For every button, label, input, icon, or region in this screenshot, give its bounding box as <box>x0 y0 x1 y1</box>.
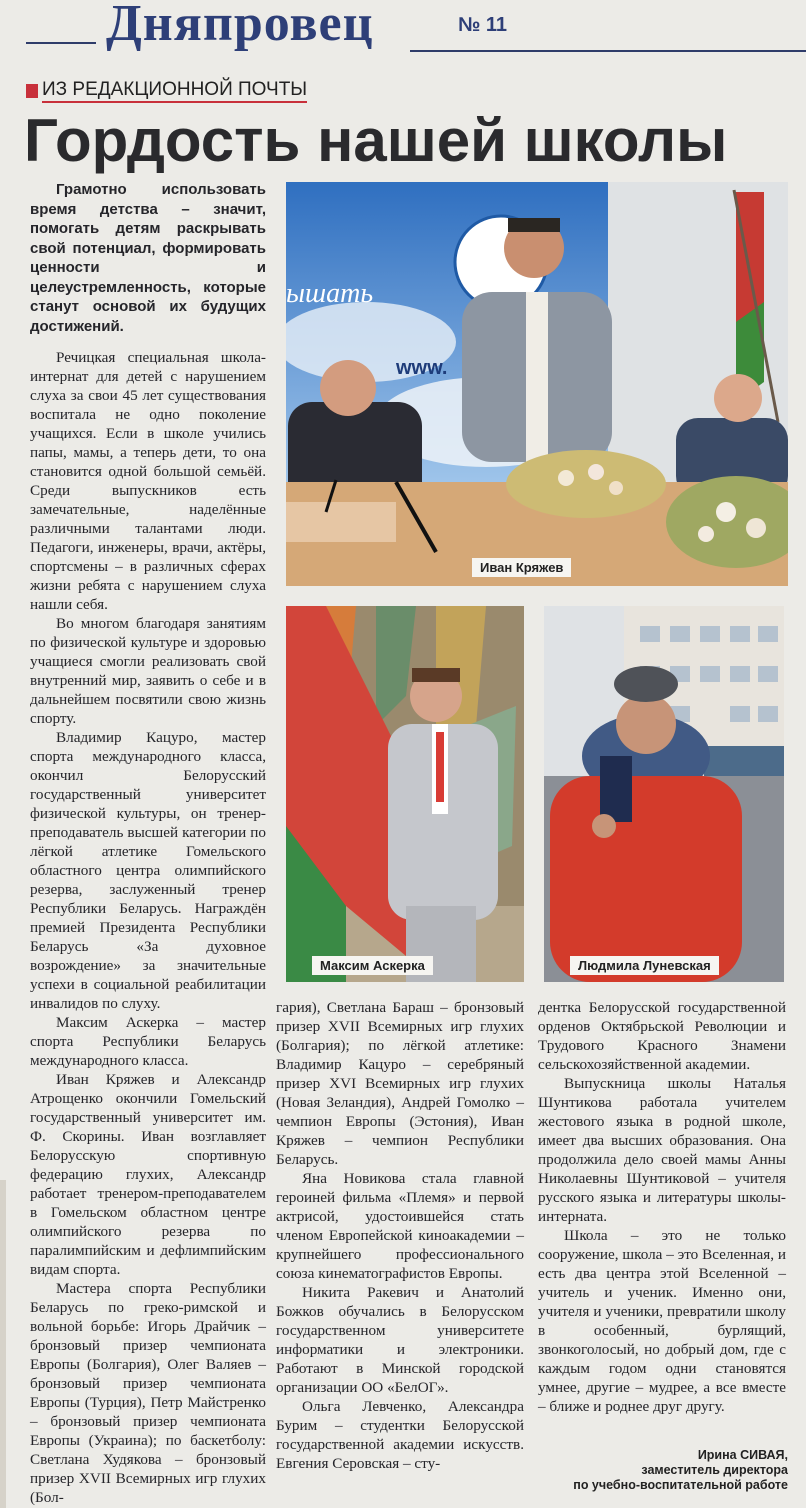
paragraph: Никита Ракевич и Анатолий Божков обучались в Белорусском государственном университете информатики и электроники. Работают в Минской городской организации ОО «БелОГ». <box>276 1284 524 1396</box>
article-lead <box>30 180 266 336</box>
photo-caption: Максим Аскерка <box>312 956 433 975</box>
article-author <box>560 1448 788 1493</box>
paragraph: Ольга Левченко, Александра Бурим – студентки Белорусской государственной академии искусств. Евгения Серовская – сту- <box>276 1398 524 1472</box>
masthead-rule-left <box>26 42 96 44</box>
paragraph: Яна Новикова стала главной героиней фильма «Племя» и первой актрисой, удостоившейся стать членом Европейской киноакадемии – крупнейшего профессионального союза кинематографистов Европы. <box>276 1170 524 1282</box>
paragraph: Иван Кряжев и Александр Атрощенко окончили Гомельский государственный университет им. Ф. Скорины. Иван возглавляет Белорусскую спортивную федерацию глухих, Александр работает тренером-преподавателем в Гомельском областном центре олимпийского резерва по паралимпийским и дефлимпийским видам спорта. <box>30 1071 266 1278</box>
paragraph: Выпускница школы Наталья Шунтикова работала учителем жестового языка в родной школе, имеет два высших образования. Она продолжила дело своей мамы Анны Николаевны Шунтиковой – учителя русского языка и литературы школы-интерната. <box>538 1075 786 1225</box>
article-column-3 <box>538 998 786 1416</box>
photo-caption: Людмила Луневская <box>570 956 719 975</box>
page-edge-shadow <box>0 1180 6 1508</box>
author-position: по учебно-воспитательной работе <box>573 1478 788 1492</box>
rubric-marker <box>26 84 38 98</box>
masthead-title: Дняпровец <box>106 0 374 52</box>
paragraph: гария), Светлана Бараш – бронзовый призер XVII Всемирных игр глухих (Болгария); по лёгкой атлетике: Владимир Кацуро – серебряный призер XVI Всемирных игр глухих (Новая Зеландия), Андрей Гомолко – чемпион Европы (Эстония), Иван Кряжев – чемпион Республики Беларусь. <box>276 999 524 1168</box>
author-name: Ирина СИВАЯ, <box>697 1448 788 1462</box>
banner-text: ышать <box>286 278 374 309</box>
rubric: ИЗ РЕДАКЦИОННОЙ ПОЧТЫ <box>42 79 307 103</box>
article-column-1 <box>30 180 266 1507</box>
author-position: заместитель директора <box>641 1463 788 1477</box>
paragraph: Мастера спорта Республики Беларусь по греко-римской и вольной борьбе: Игорь Драйчик – бронзовый призер чемпионата Европы (Болгария), Олег Валяев – бронзовый призер чемпионата Европы (Турция), Петр Майстренко – бронзовый призер чемпионата Европы (Украина); по баскетболу: Светлана Худякова – бронзовый призер XVII Всемирных игр глухих (Бол- <box>30 1280 266 1506</box>
paragraph: Максим Аскерка – мастер спорта Республики Беларусь международного класса. <box>30 1014 266 1069</box>
photo-illustration <box>286 606 524 982</box>
lead-text: Грамотно использовать время детства – значит, помогать детям раскрывать свой потенциал, формировать ценности и целеустремленность, которые станут основой их будущих достижений. <box>30 181 266 335</box>
masthead-rule-right <box>410 50 806 52</box>
article-column-2 <box>276 998 524 1473</box>
paragraph: Речицкая специальная школа-интернат для детей с нарушением слуха за свои 45 лет существования воспитала не одно поколение учащихся. Если в школе учились папы, мамы, а теперь дети, то она становится одной большой семьёй. Среди выпускников есть замечательные, наделённые различными талантами люди. Педагоги, инженеры, врачи, актёры, спортсмены – в различных сферах жизни ребята с нарушением слуха нашли себя. <box>30 349 266 613</box>
photo-maksim-askerka <box>286 606 524 982</box>
article-headline: Гордость нашей школы <box>24 107 728 174</box>
paragraph: Владимир Кацуро, мастер спорта международного класса, окончил Белорусский государственный университет физической культуры, он тренер-преподаватель высшей категории по лёгкой атлетике Гомельского областного центра олимпийского резерва, заслуженный тренер Республики Беларусь. Награждён премией Президента Республики Беларусь «За духовное возрождение» за значительные успехи в социальной реабилитации инвалидов по слуху. <box>30 729 266 1012</box>
paragraph: Во многом благодаря занятиям по физической культуре и здоровью учащиеся смогли реализовать свой внутренний мир, заявить о себе и в дальнейшем посвятили свою жизнь спорту. <box>30 615 266 727</box>
paragraph: Школа – это не только сооружение, школа – это Вселенная, и есть два центра этой Вселенной – учитель и ученик. Именно они, учителя и ученики, превратили школу в особенный, бурлящий, звонкоголосый, но добрый дом, где с каждым годом одни становятся умнее, другие – мудрее, а все вместе – ближе и роднее друг другу. <box>538 1227 786 1415</box>
banner-url: www. <box>396 357 448 379</box>
issue-number: № 11 <box>458 14 507 36</box>
photo-caption: Иван Кряжев <box>472 558 571 577</box>
paragraph: дентка Белорусской государственной орденов Октябрьской Революции и Трудового Красного Знамени сельскохозяйственной академии. <box>538 999 786 1073</box>
photo-ivan-kryazhev <box>286 182 788 586</box>
photo-illustration <box>286 182 788 586</box>
photo-illustration <box>544 606 784 982</box>
photo-lyudmila-lunevskaya <box>544 606 784 982</box>
